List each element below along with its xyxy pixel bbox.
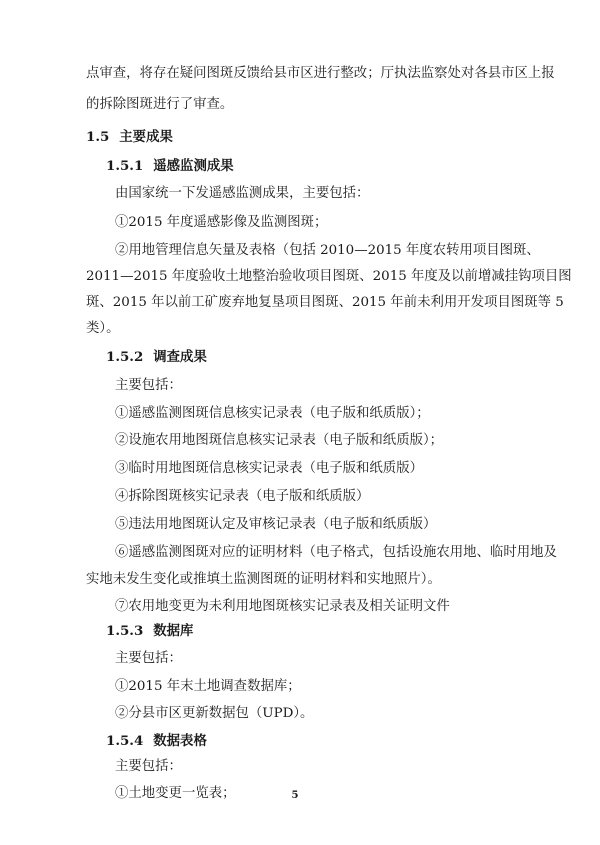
section-number: 1.5.3	[106, 623, 144, 639]
section-1-5-1-heading	[106, 157, 234, 175]
list-item: ①2015 年末土地调查数据库；	[115, 679, 301, 694]
list-item: ①土地变更一览表；	[115, 786, 236, 801]
intro-line-2: 的拆除图斑进行了审查。	[86, 97, 234, 112]
section-title: 调查成果	[153, 349, 207, 365]
section-1-5-heading	[86, 128, 173, 146]
list-item-continued: 实地未发生变化或推填土监测图斑的证明材料和实地照片）。	[86, 572, 441, 587]
section-1-5-4-heading	[106, 732, 207, 750]
section-1-5-3-intro: 主要包括：	[115, 651, 182, 666]
list-item: ⑤违法用地图斑认定及审核记录表（电子版和纸质版）	[115, 517, 437, 532]
section-number: 1.5	[86, 129, 110, 145]
section-number: 1.5.2	[106, 349, 144, 365]
list-item-continued: 2011—2015 年度验收土地整治验收项目图斑、2015 年度及以前增减挂钩项目图	[86, 269, 572, 284]
page-number: 5	[291, 790, 299, 801]
section-title: 数据库	[153, 623, 194, 639]
section-1-5-3-heading	[106, 622, 193, 640]
list-item: ①遥感监测图斑信息核实记录表（电子版和纸质版）；	[115, 406, 430, 421]
section-number: 1.5.4	[106, 733, 144, 749]
list-item: ①2015 年度遥感影像及监测图斑；	[115, 215, 328, 230]
list-item: ⑦农用地变更为未利用地图斑核实记录表及相关证明文件	[115, 599, 450, 614]
section-1-5-1-intro: 由国家统一下发遥感监测成果，主要包括：	[115, 186, 370, 201]
section-number: 1.5.1	[106, 158, 144, 174]
list-item: ④拆除图斑核实记录表（电子版和纸质版）	[115, 489, 370, 504]
list-item-continued: 类）。	[86, 321, 120, 336]
section-1-5-4-intro: 主要包括：	[115, 759, 182, 774]
section-title: 主要成果	[119, 129, 173, 145]
list-item: ②分县市区更新数据包（UPD）。	[115, 706, 314, 721]
section-1-5-2-heading	[106, 348, 207, 366]
section-title: 数据表格	[153, 733, 207, 749]
list-item-continued: 斑、2015 年以前工矿废弃地复垦项目图斑、2015 年前未利用开发项目图斑等 5	[86, 295, 564, 310]
section-1-5-2-intro: 主要包括：	[115, 378, 182, 393]
list-item: ⑥遥感监测图斑对应的证明材料（电子格式，包括设施农用地、临时用地及	[115, 545, 557, 560]
intro-line-1: 点审查，将存在疑问图斑反馈给县市区进行整改；厅执法监察处对各县市区上报	[86, 66, 555, 81]
section-title: 遥感监测成果	[153, 158, 234, 174]
list-item: ③临时用地图斑信息核实记录表（电子版和纸质版）	[115, 461, 423, 476]
list-item: ②用地管理信息矢量及表格（包括 2010—2015 年度农转用项目图斑、	[115, 243, 540, 258]
list-item: ②设施农用地图斑信息核实记录表（电子版和纸质版）；	[115, 433, 444, 448]
